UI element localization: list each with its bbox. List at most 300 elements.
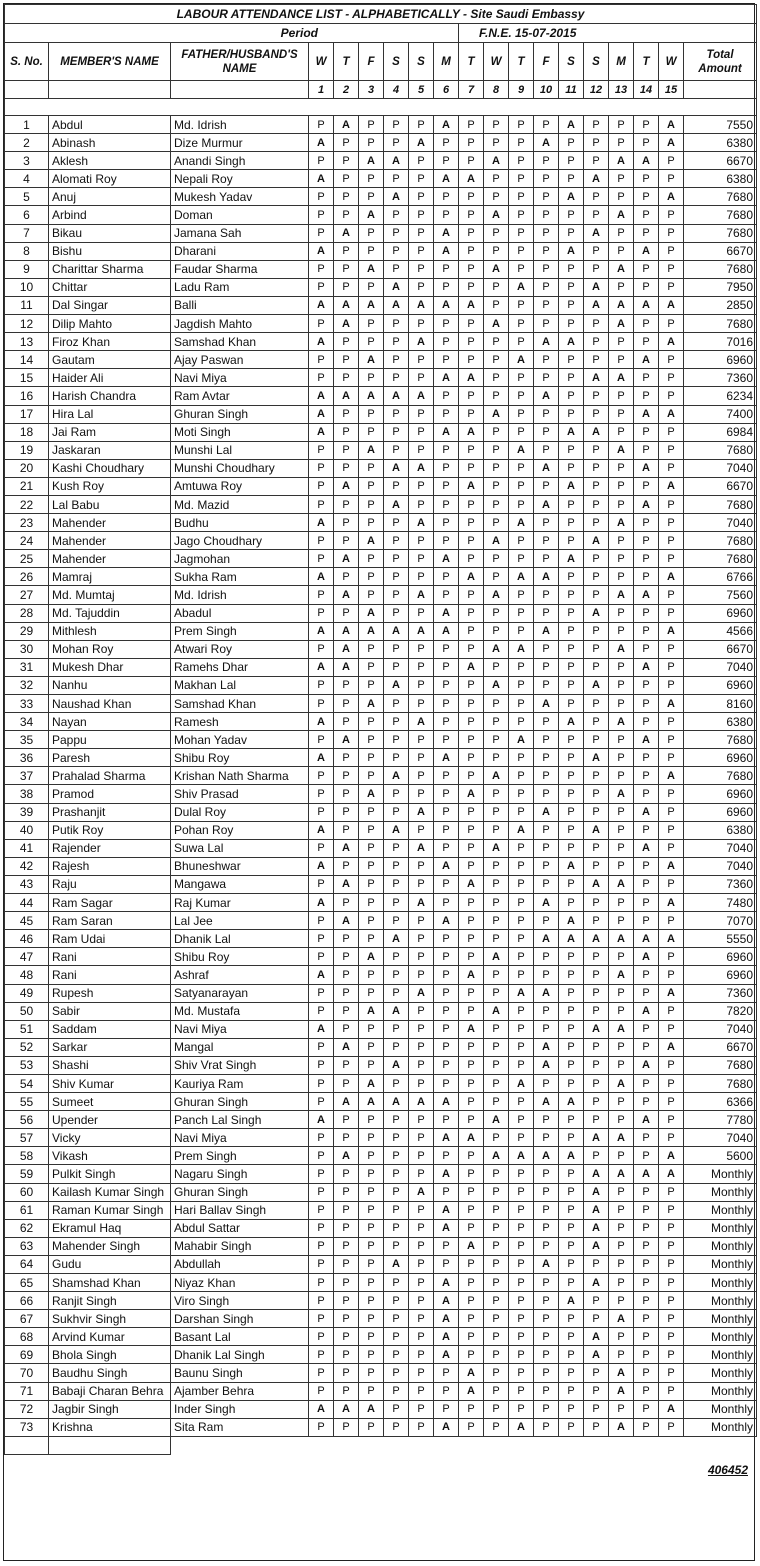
attendance-mark: A: [659, 857, 684, 875]
table-row: [5, 315, 757, 333]
attendance-mark: A: [459, 658, 484, 676]
attendance-mark: P: [359, 188, 384, 206]
father-husband-name: Hari Ballav Singh: [171, 1201, 309, 1219]
father-husband-name: Doman: [171, 206, 309, 224]
member-name: Sukhvir Singh: [49, 1310, 171, 1328]
total-amount: 7680: [684, 495, 757, 513]
attendance-mark: P: [509, 1183, 534, 1201]
attendance-mark: P: [409, 785, 434, 803]
attendance-mark: A: [434, 224, 459, 242]
attendance-mark: P: [309, 351, 334, 369]
table-row: [5, 1093, 757, 1111]
father-husband-name: Balli: [171, 296, 309, 314]
attendance-mark: P: [484, 966, 509, 984]
attendance-mark: A: [634, 1165, 659, 1183]
serial-number: 1: [5, 116, 49, 134]
attendance-mark: P: [334, 333, 359, 351]
attendance-mark: P: [584, 731, 609, 749]
attendance-mark: P: [534, 1346, 559, 1364]
attendance-mark: P: [409, 1147, 434, 1165]
attendance-mark: A: [309, 387, 334, 405]
member-name: Shiv Kumar: [49, 1074, 171, 1092]
attendance-mark: P: [434, 586, 459, 604]
table-row: [5, 1038, 757, 1056]
attendance-mark: P: [509, 387, 534, 405]
father-husband-name: Viro Singh: [171, 1292, 309, 1310]
attendance-mark: A: [559, 857, 584, 875]
attendance-mark: P: [584, 586, 609, 604]
attendance-mark: A: [459, 477, 484, 495]
attendance-mark: A: [509, 1147, 534, 1165]
father-husband-name: Niyaz Khan: [171, 1274, 309, 1292]
attendance-mark: P: [309, 984, 334, 1002]
attendance-mark: A: [309, 514, 334, 532]
attendance-mark: A: [584, 1201, 609, 1219]
attendance-mark: A: [584, 296, 609, 314]
attendance-mark: A: [459, 170, 484, 188]
attendance-mark: P: [309, 1165, 334, 1183]
attendance-mark: P: [484, 1274, 509, 1292]
father-husband-name: Mohan Yadav: [171, 731, 309, 749]
attendance-mark: P: [434, 441, 459, 459]
attendance-mark: A: [434, 857, 459, 875]
attendance-mark: P: [334, 1382, 359, 1400]
attendance-mark: P: [334, 152, 359, 170]
attendance-mark: P: [584, 315, 609, 333]
total-amount: 7040: [684, 658, 757, 676]
total-amount: 6380: [684, 134, 757, 152]
attendance-mark: P: [584, 134, 609, 152]
member-name: Kailash Kumar Singh: [49, 1183, 171, 1201]
attendance-mark: P: [409, 1165, 434, 1183]
member-name: Nanhu: [49, 676, 171, 694]
total-amount: Monthly: [684, 1255, 757, 1273]
total-amount: 7680: [684, 532, 757, 550]
attendance-mark: P: [309, 315, 334, 333]
attendance-mark: P: [609, 170, 634, 188]
attendance-mark: P: [659, 224, 684, 242]
father-husband-name: Jagdish Mahto: [171, 315, 309, 333]
attendance-mark: A: [634, 1056, 659, 1074]
father-husband-name: Samshad Khan: [171, 695, 309, 713]
attendance-mark: P: [509, 857, 534, 875]
total-amount: Monthly: [684, 1400, 757, 1418]
member-name: Paresh: [49, 749, 171, 767]
total-amount: 2850: [684, 296, 757, 314]
attendance-mark: P: [634, 713, 659, 731]
attendance-mark: P: [584, 1364, 609, 1382]
attendance-mark: A: [409, 586, 434, 604]
attendance-mark: P: [584, 1292, 609, 1310]
table-row: [5, 242, 757, 260]
attendance-mark: P: [434, 1074, 459, 1092]
member-name: Alomati Roy: [49, 170, 171, 188]
attendance-mark: P: [484, 857, 509, 875]
attendance-mark: P: [584, 839, 609, 857]
attendance-mark: P: [459, 405, 484, 423]
attendance-mark: A: [484, 260, 509, 278]
attendance-mark: P: [509, 622, 534, 640]
attendance-mark: P: [559, 839, 584, 857]
father-husband-name: Nagaru Singh: [171, 1165, 309, 1183]
member-name: Anuj: [49, 188, 171, 206]
attendance-mark: P: [509, 586, 534, 604]
attendance-mark: P: [559, 984, 584, 1002]
member-name: Abinash: [49, 134, 171, 152]
attendance-mark: P: [659, 785, 684, 803]
father-husband-name: Md. Idrish: [171, 116, 309, 134]
attendance-mark: A: [334, 477, 359, 495]
member-name: Pulkit Singh: [49, 1165, 171, 1183]
attendance-mark: P: [659, 495, 684, 513]
attendance-mark: P: [559, 1183, 584, 1201]
attendance-mark: P: [334, 260, 359, 278]
attendance-mark: P: [434, 134, 459, 152]
attendance-mark: A: [334, 640, 359, 658]
attendance-mark: P: [534, 351, 559, 369]
serial-number: 37: [5, 767, 49, 785]
attendance-mark: P: [334, 1165, 359, 1183]
father-husband-name: Ghuran Singh: [171, 1093, 309, 1111]
attendance-mark: P: [359, 514, 384, 532]
father-husband-name: Kauriya Ram: [171, 1074, 309, 1092]
attendance-mark: P: [609, 1346, 634, 1364]
attendance-mark: A: [309, 405, 334, 423]
member-name: Harish Chandra: [49, 387, 171, 405]
attendance-mark: P: [359, 857, 384, 875]
serial-number: 23: [5, 514, 49, 532]
attendance-mark: P: [484, 695, 509, 713]
attendance-mark: A: [609, 1165, 634, 1183]
attendance-mark: P: [559, 785, 584, 803]
attendance-mark: P: [334, 821, 359, 839]
attendance-mark: P: [509, 894, 534, 912]
father-husband-name: Amtuwa Roy: [171, 477, 309, 495]
attendance-mark: A: [359, 351, 384, 369]
table-row: [5, 188, 757, 206]
attendance-mark: P: [434, 152, 459, 170]
attendance-mark: P: [659, 1111, 684, 1129]
attendance-mark: A: [384, 930, 409, 948]
attendance-mark: P: [659, 1237, 684, 1255]
attendance-mark: P: [509, 423, 534, 441]
serial-number: 42: [5, 857, 49, 875]
attendance-mark: P: [459, 1274, 484, 1292]
member-name: Ranjit Singh: [49, 1292, 171, 1310]
attendance-mark: P: [509, 1219, 534, 1237]
attendance-mark: P: [459, 1002, 484, 1020]
attendance-mark: P: [584, 622, 609, 640]
attendance-mark: P: [359, 568, 384, 586]
attendance-mark: P: [559, 1020, 584, 1038]
serial-number: 53: [5, 1056, 49, 1074]
attendance-mark: P: [509, 930, 534, 948]
father-husband-name: Mangal: [171, 1038, 309, 1056]
attendance-mark: P: [659, 912, 684, 930]
attendance-mark: P: [584, 1093, 609, 1111]
attendance-mark: A: [309, 894, 334, 912]
father-husband-name: Jago Choudhary: [171, 532, 309, 550]
attendance-mark: P: [609, 857, 634, 875]
attendance-mark: P: [509, 1382, 534, 1400]
attendance-mark: A: [434, 749, 459, 767]
serial-number: 47: [5, 948, 49, 966]
attendance-mark: P: [409, 242, 434, 260]
attendance-mark: A: [584, 1183, 609, 1201]
attendance-mark: P: [659, 441, 684, 459]
attendance-mark: P: [384, 369, 409, 387]
attendance-mark: A: [509, 514, 534, 532]
attendance-mark: P: [484, 1074, 509, 1092]
father-husband-name: Dhanik Lal: [171, 930, 309, 948]
attendance-mark: A: [409, 839, 434, 857]
attendance-mark: P: [609, 1274, 634, 1292]
attendance-mark: P: [509, 170, 534, 188]
attendance-mark: P: [434, 495, 459, 513]
attendance-mark: A: [659, 984, 684, 1002]
serial-number: 45: [5, 912, 49, 930]
attendance-mark: P: [359, 821, 384, 839]
attendance-mark: P: [459, 260, 484, 278]
attendance-mark: P: [559, 315, 584, 333]
attendance-mark: P: [609, 894, 634, 912]
attendance-mark: P: [509, 1129, 534, 1147]
attendance-mark: P: [484, 116, 509, 134]
attendance-mark: P: [559, 514, 584, 532]
table-row: [5, 152, 757, 170]
serial-number: 30: [5, 640, 49, 658]
attendance-mark: P: [559, 731, 584, 749]
attendance-mark: P: [384, 731, 409, 749]
attendance-mark: P: [534, 170, 559, 188]
father-husband-name: Abadul: [171, 604, 309, 622]
attendance-mark: P: [384, 134, 409, 152]
attendance-mark: A: [334, 622, 359, 640]
attendance-mark: P: [409, 1020, 434, 1038]
attendance-mark: P: [484, 658, 509, 676]
attendance-mark: P: [509, 1020, 534, 1038]
table-row: [5, 1183, 757, 1201]
attendance-mark: P: [509, 1400, 534, 1418]
father-husband-name: Prem Singh: [171, 1147, 309, 1165]
attendance-mark: P: [484, 278, 509, 296]
attendance-mark: A: [534, 984, 559, 1002]
attendance-mark: A: [634, 242, 659, 260]
attendance-mark: P: [659, 1418, 684, 1436]
attendance-mark: P: [409, 477, 434, 495]
attendance-mark: P: [509, 1292, 534, 1310]
attendance-mark: P: [559, 586, 584, 604]
attendance-mark: P: [584, 1074, 609, 1092]
attendance-mark: A: [609, 260, 634, 278]
attendance-mark: P: [384, 1382, 409, 1400]
attendance-mark: P: [559, 206, 584, 224]
attendance-mark: P: [384, 912, 409, 930]
attendance-mark: P: [659, 550, 684, 568]
attendance-mark: P: [559, 640, 584, 658]
serial-number: 31: [5, 658, 49, 676]
attendance-mark: P: [534, 821, 559, 839]
attendance-mark: P: [384, 441, 409, 459]
attendance-mark: P: [509, 604, 534, 622]
attendance-mark: P: [434, 459, 459, 477]
attendance-mark: P: [409, 1400, 434, 1418]
attendance-mark: P: [659, 315, 684, 333]
attendance-mark: A: [459, 568, 484, 586]
attendance-mark: P: [559, 749, 584, 767]
attendance-mark: P: [459, 459, 484, 477]
member-name: Mithlesh: [49, 622, 171, 640]
serial-number: 61: [5, 1201, 49, 1219]
day-number-header: 7: [459, 81, 484, 99]
attendance-mark: P: [509, 1056, 534, 1074]
member-name: Rani: [49, 966, 171, 984]
serial-number: 33: [5, 695, 49, 713]
father-husband-name: Pohan Roy: [171, 821, 309, 839]
attendance-mark: P: [384, 1165, 409, 1183]
father-husband-name: Inder Singh: [171, 1400, 309, 1418]
member-name: Rupesh: [49, 984, 171, 1002]
attendance-mark: P: [309, 731, 334, 749]
attendance-mark: P: [484, 713, 509, 731]
attendance-mark: P: [634, 640, 659, 658]
serial-number: 14: [5, 351, 49, 369]
attendance-mark: P: [409, 1129, 434, 1147]
attendance-mark: P: [484, 441, 509, 459]
attendance-mark: P: [459, 532, 484, 550]
attendance-mark: P: [434, 1002, 459, 1020]
attendance-mark: P: [534, 369, 559, 387]
attendance-mark: A: [434, 550, 459, 568]
attendance-mark: A: [584, 875, 609, 893]
attendance-mark: P: [584, 894, 609, 912]
attendance-mark: P: [634, 260, 659, 278]
member-name: Pappu: [49, 731, 171, 749]
attendance-mark: A: [584, 676, 609, 694]
attendance-mark: P: [409, 224, 434, 242]
attendance-mark: A: [584, 278, 609, 296]
attendance-mark: A: [484, 206, 509, 224]
attendance-mark: A: [609, 966, 634, 984]
total-amount: 8160: [684, 695, 757, 713]
attendance-mark: A: [484, 315, 509, 333]
attendance-mark: P: [634, 604, 659, 622]
attendance-mark: P: [609, 821, 634, 839]
attendance-mark: P: [484, 134, 509, 152]
member-name: Upender: [49, 1111, 171, 1129]
attendance-mark: P: [484, 495, 509, 513]
serial-number: 44: [5, 894, 49, 912]
day-number-header: 12: [584, 81, 609, 99]
attendance-mark: P: [409, 1237, 434, 1255]
attendance-mark: P: [659, 839, 684, 857]
serial-number: 6: [5, 206, 49, 224]
attendance-mark: P: [484, 351, 509, 369]
attendance-mark: P: [509, 1093, 534, 1111]
attendance-mark: P: [359, 1201, 384, 1219]
attendance-mark: A: [534, 803, 559, 821]
attendance-mark: A: [384, 1093, 409, 1111]
attendance-mark: A: [509, 351, 534, 369]
attendance-mark: P: [459, 1201, 484, 1219]
attendance-mark: P: [359, 1364, 384, 1382]
attendance-mark: P: [484, 514, 509, 532]
table-row: [5, 260, 757, 278]
attendance-mark: P: [659, 658, 684, 676]
attendance-mark: P: [384, 640, 409, 658]
day-letter-header: W: [659, 43, 684, 81]
table-row: [5, 894, 757, 912]
attendance-mark: P: [534, 640, 559, 658]
attendance-mark: P: [384, 351, 409, 369]
attendance-mark: P: [334, 749, 359, 767]
attendance-mark: P: [309, 912, 334, 930]
attendance-mark: A: [459, 296, 484, 314]
attendance-mark: P: [459, 731, 484, 749]
attendance-mark: A: [484, 839, 509, 857]
serial-number: 52: [5, 1038, 49, 1056]
attendance-mark: P: [634, 1219, 659, 1237]
attendance-mark: P: [634, 1038, 659, 1056]
total-amount: 7360: [684, 984, 757, 1002]
attendance-mark: P: [334, 966, 359, 984]
attendance-mark: A: [434, 116, 459, 134]
attendance-mark: P: [559, 296, 584, 314]
attendance-mark: P: [359, 224, 384, 242]
attendance-mark: P: [609, 1219, 634, 1237]
attendance-mark: P: [659, 1382, 684, 1400]
attendance-mark: P: [459, 1400, 484, 1418]
father-husband-name: Ghuran Singh: [171, 1183, 309, 1201]
attendance-mark: P: [584, 1382, 609, 1400]
attendance-mark: P: [459, 514, 484, 532]
attendance-mark: P: [534, 785, 559, 803]
table-row: [5, 695, 757, 713]
attendance-mark: P: [559, 170, 584, 188]
attendance-mark: P: [384, 857, 409, 875]
attendance-mark: P: [409, 568, 434, 586]
attendance-mark: A: [459, 1129, 484, 1147]
attendance-mark: P: [309, 441, 334, 459]
attendance-mark: P: [484, 224, 509, 242]
member-name: Charittar Sharma: [49, 260, 171, 278]
attendance-mark: P: [384, 1201, 409, 1219]
attendance-mark: P: [509, 676, 534, 694]
father-husband-name: Satyanarayan: [171, 984, 309, 1002]
table-row: [5, 405, 757, 423]
table-row: [5, 224, 757, 242]
attendance-mark: P: [509, 188, 534, 206]
attendance-mark: P: [359, 731, 384, 749]
father-husband-name: Md. Idrish: [171, 586, 309, 604]
father-husband-name: Baunu Singh: [171, 1364, 309, 1382]
attendance-mark: P: [534, 966, 559, 984]
attendance-mark: P: [384, 568, 409, 586]
attendance-mark: P: [434, 1183, 459, 1201]
attendance-mark: P: [659, 1292, 684, 1310]
serial-number: 63: [5, 1237, 49, 1255]
attendance-mark: A: [559, 713, 584, 731]
attendance-mark: A: [659, 296, 684, 314]
attendance-mark: P: [484, 170, 509, 188]
day-letter-header: M: [609, 43, 634, 81]
attendance-mark: P: [609, 1237, 634, 1255]
attendance-mark: A: [334, 1038, 359, 1056]
attendance-mark: P: [534, 1201, 559, 1219]
attendance-mark: A: [609, 206, 634, 224]
attendance-mark: A: [309, 333, 334, 351]
total-amount: 7780: [684, 1111, 757, 1129]
